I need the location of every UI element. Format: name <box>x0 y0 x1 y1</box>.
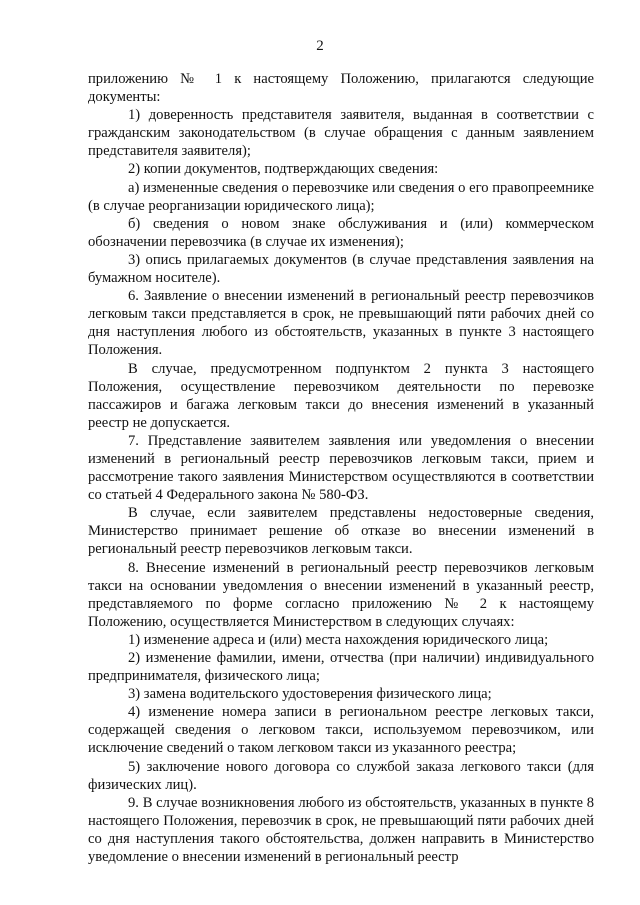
paragraph-clause-8-item-1: 1) изменение адреса и (или) места нахождения юридического лица; <box>128 631 549 648</box>
paragraph-clause-8-item-5: 5) заключение нового договора со службой заказа легкового такси (для физических лиц). <box>88 758 594 793</box>
document-body <box>88 70 594 866</box>
paragraph-clause-8-item-2: 2) изменение фамилии, имени, отчества (при наличии) индивидуального предпринимателя, физического лица; <box>88 650 594 685</box>
paragraph-item-3: 3) опись прилагаемых документов (в случае представления заявления на бумажном носителе). <box>88 251 594 287</box>
page-number: 2 <box>316 38 324 54</box>
paragraph-clause-8: 8. Внесение изменений в региональный реестр перевозчиков легковым такси на основании уведомления о внесении изменений в указанный реестр, представляемого по форме согласно приложению № 2 к настоящему Положению, осуществляется Министерством в следующих случаях: <box>88 559 594 630</box>
paragraph-item-2: 2) копии документов, подтверждающих сведения: <box>128 161 439 178</box>
paragraph-clause-9: 9. В случае возникновения любого из обстоятельств, указанных в пункте 8 настоящего Положения, перевозчик в срок, не превышающий пяти рабочих дней со дня наступления такого обстоятельства, должен направить в Министерство уведомление о внесении изменений в региональный реестр <box>88 794 594 866</box>
paragraph-clause-6-case: В случае, предусмотренном подпунктом 2 пункта 3 настоящего Положения, осуществление перевозчиком деятельности по перевозке пассажиров и багажа легковым такси до внесения изменений в указанный реестр не допускается. <box>88 360 594 431</box>
paragraph-item-2a: а) измененные сведения о перевозчике или сведения о его правопреемнике (в случае реорганизации юридического лица); <box>88 179 594 214</box>
paragraph-clause-7-case: В случае, если заявителем представлены недостоверные сведения, Министерство принимает решение об отказе во внесении изменений в региональный реестр перевозчиков легковым такси. <box>88 505 594 558</box>
paragraph-item-1: 1) доверенность представителя заявителя, выданная в соответствии с гражданским законодательством (в случае обращения с данным заявлением представителя заявителя); <box>88 107 594 160</box>
paragraph-clause-8-item-3: 3) замена водительского удостоверения физического лица; <box>128 686 492 703</box>
paragraph-continuation: приложению № 1 к настоящему Положению, прилагаются следующие документы: <box>88 71 594 106</box>
paragraph-clause-8-item-4: 4) изменение номера записи в региональном реестре легковых такси, содержащей сведения о легковом такси, используемом перевозчиком, или исключение сведений о таком легковом такси из указанного реестра; <box>88 704 594 757</box>
paragraph-clause-6: 6. Заявление о внесении изменений в региональный реестр перевозчиков легковым такси представляется в срок, не превышающий пяти рабочих дней со дня наступления любого из обстоятельств, указанных в пункте 3 настоящего Положения. <box>88 288 594 359</box>
paragraph-clause-7: 7. Представление заявителем заявления или уведомления о внесении изменений в региональный реестр перевозчиков легковым такси, прием и рассмотрение такого заявления Министерством осуществляются в соответствии со статьей 4 Федерального закона № 580-ФЗ. <box>88 432 594 504</box>
paragraph-item-2b: б) сведения о новом знаке обслуживания и (или) коммерческом обозначении перевозчика (в случае их изменения); <box>88 215 594 250</box>
